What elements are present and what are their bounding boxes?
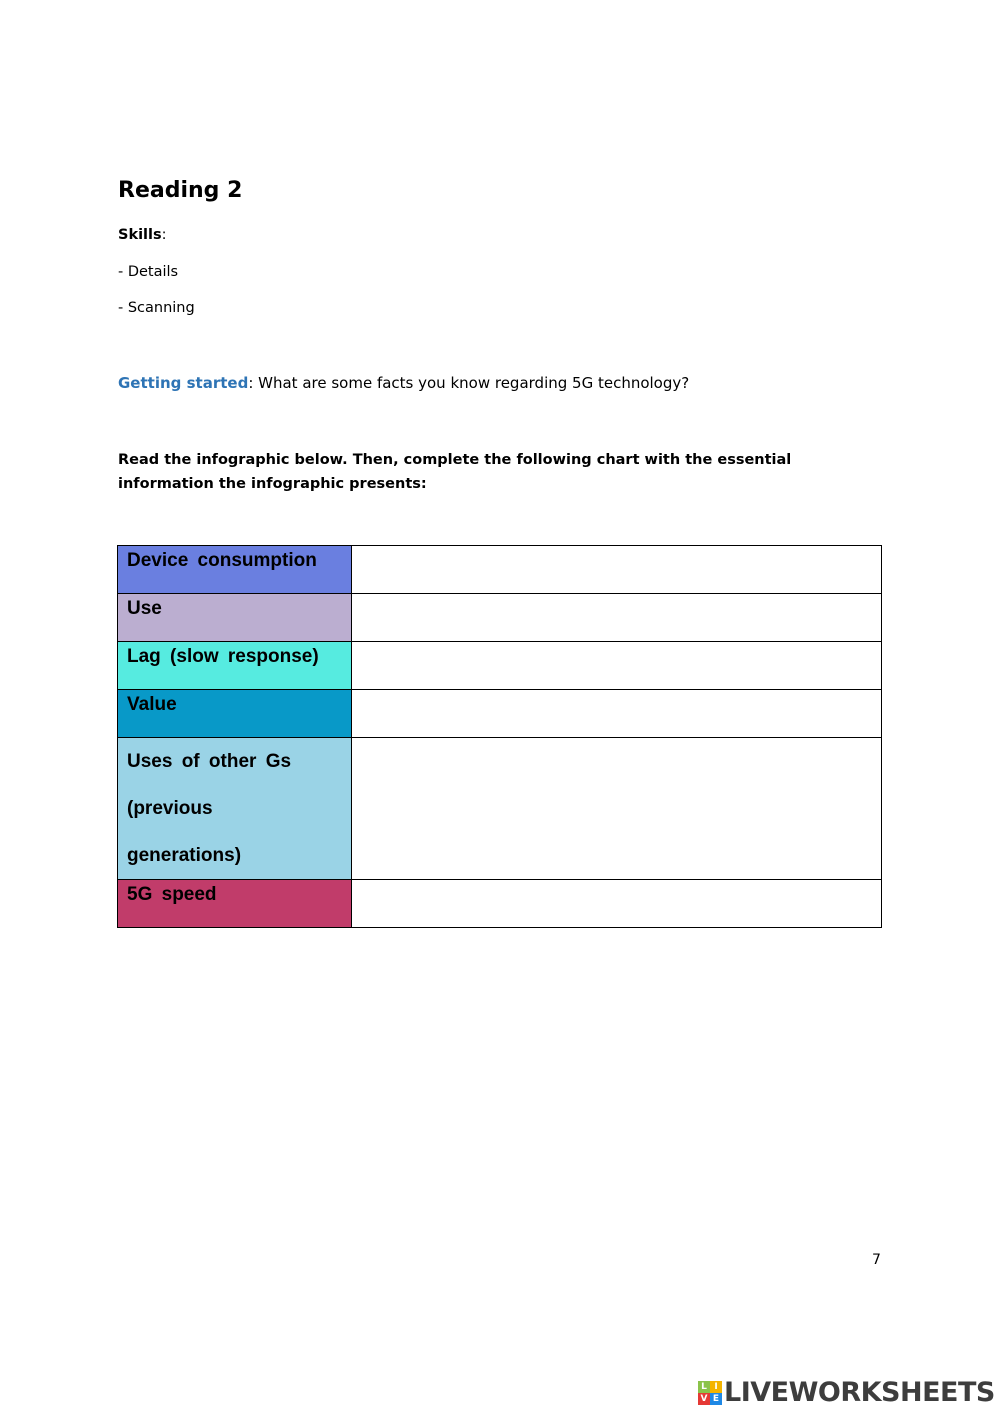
table-row [118,738,882,880]
table-row [118,690,882,738]
row-label-line: Uses of other Gs [127,751,292,772]
liveworksheets-brand[interactable] [698,1378,995,1408]
skills-label: Skills [118,227,162,243]
answer-field-5g-speed[interactable] [352,880,882,928]
getting-started-question: : What are some facts you know regarding 5G technology? [248,374,690,392]
page-number: 7 [872,1252,881,1268]
info-chart-table [117,545,882,928]
answer-field-uses-of-other-gs[interactable] [352,738,882,880]
row-label-uses-of-other-gs [118,738,352,880]
liveworksheets-logo-icon [698,1381,722,1405]
logo-letter: V [698,1393,710,1405]
table-row [118,642,882,690]
logo-letter: I [710,1381,722,1393]
skills-heading: Skills: [118,227,167,243]
getting-started-label: Getting started [118,374,249,392]
answer-field-value[interactable] [352,690,882,738]
instructions: Read the infographic below. Then, complete the following chart with the essential information the infographic presents: [118,452,792,492]
row-label-line: (previous [127,798,213,819]
getting-started-prompt [118,374,689,392]
row-label-use: Use [118,594,352,642]
answer-field-device-consumption[interactable] [352,546,882,594]
table-row [118,594,882,642]
skill-item-scanning: - Scanning [118,300,195,316]
table-row [118,546,882,594]
page-title: Reading 2 [118,178,243,203]
table-row [118,880,882,928]
row-label-device-consumption: Device consumption [118,546,352,594]
skill-item-details: - Details [118,264,179,280]
row-label-line: generations) [127,845,242,866]
logo-letter: E [710,1393,722,1405]
row-label-value: Value [118,690,352,738]
logo-letter: L [698,1381,710,1393]
row-label-lag: Lag (slow response) [118,642,352,690]
answer-field-lag[interactable] [352,642,882,690]
brand-name: LIVEWORKSHEETS [724,1377,995,1408]
row-label-5g-speed: 5G speed [118,880,352,928]
answer-field-use[interactable] [352,594,882,642]
